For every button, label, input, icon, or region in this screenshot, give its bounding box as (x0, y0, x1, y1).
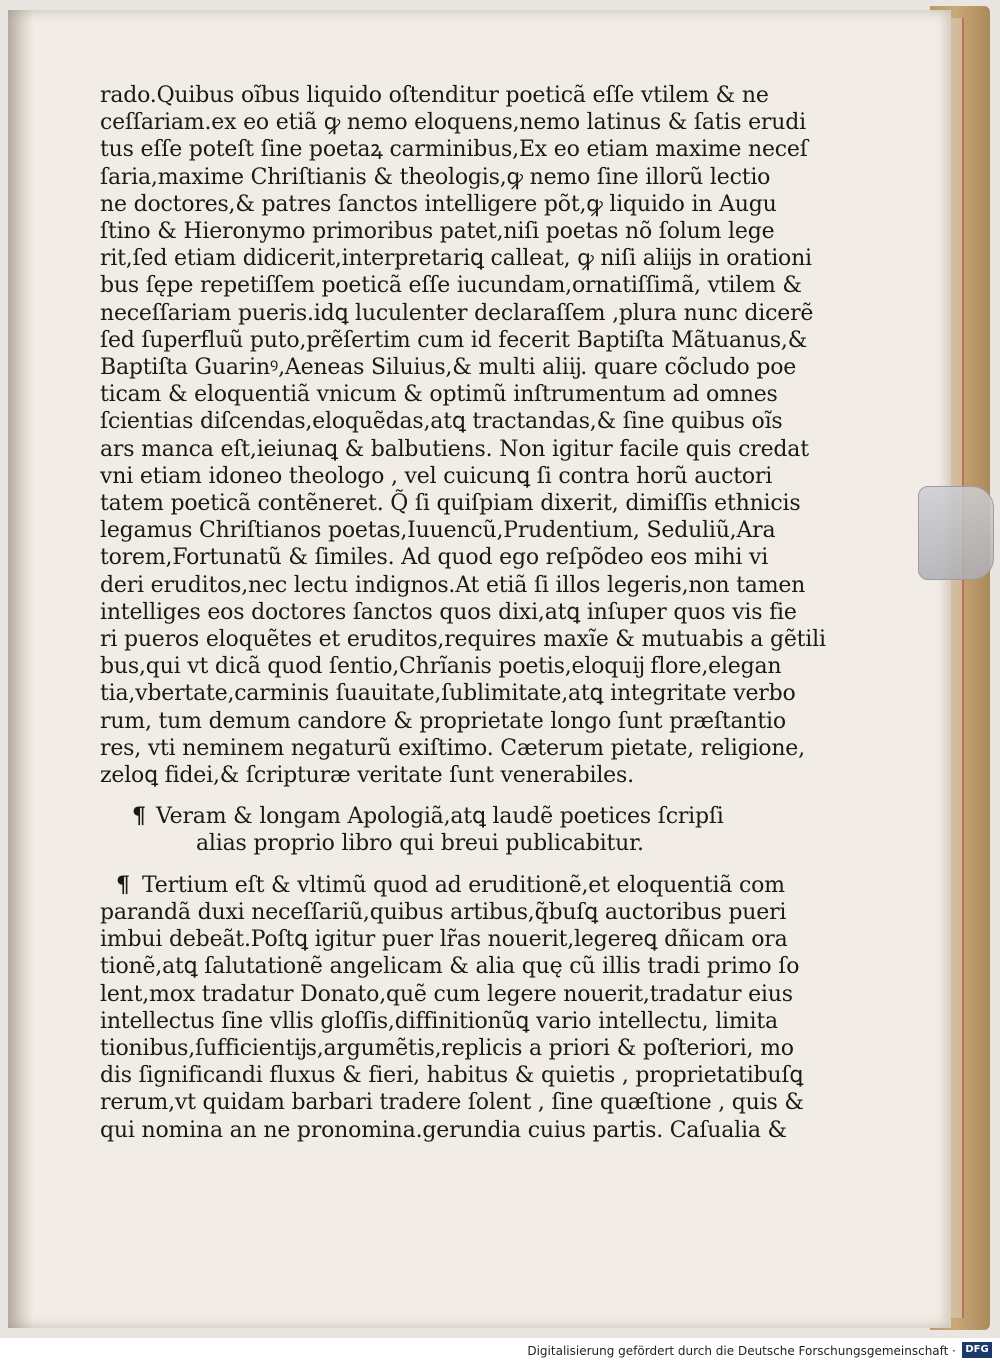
pilcrow-mark: ¶ (116, 871, 130, 898)
text-line: rado.Quibus oĩbus liquido oſtenditur poeticã eſſe vtilem & ne (100, 83, 769, 108)
text-line: ne doctores,& patres ſanctos intelligere põt,ꝙ liquido in Augu (100, 191, 777, 217)
text-line: qui nomina an ne pronomina.gerundia cuius partis. Caſualia & (100, 1117, 787, 1143)
digitization-credit: Digitalisierung gefördert durch die Deutsche Forschungsgemeinschaft · (527, 1344, 956, 1358)
text-line: imbui debeãt.Poſtꝗ igitur puer lr̃as nouerit,legereꝗ dñicam ora (100, 927, 788, 953)
dfg-logo: DFG (962, 1342, 992, 1358)
text-line: ars manca eſt,ieiunaꝗ & balbutiens. Non igitur facile quis credat (100, 436, 809, 462)
text-line: legamus Chriſtianos poetas,Iuuencũ,Prudentium, Seduliũ,Ara (100, 518, 776, 544)
text-line: bus,qui vt dicã quod ſentio,Chrĩanis poetis,eloquĳ flore,elegan (100, 654, 782, 680)
page-clip (918, 486, 994, 580)
text-line: ſed ſuperfluũ puto,prẽſertim cum id fecerit Baptiſta Mãtuanus,& (100, 327, 808, 353)
text-line: ticam & eloquentiã vnicum & optimũ inſtrumentum ad omnes (100, 382, 778, 408)
text-line: Baptiſta Guarinꝰ,Aeneas Siluius,& multi aliĳ. quare cõcludo poe (100, 355, 797, 381)
text-line: ceſſariam.ex eo etiã ꝙ nemo eloquens,nemo latinus & ſatis erudi (100, 110, 806, 136)
text-line: intelliges eos doctores ſanctos quos dixi,atꝗ inſuper quos vis fie (100, 599, 797, 625)
text-line: tus eſſe poteſt ſine poetaꝝ carminibus,Ex eo etiam maxime neceſ (100, 137, 808, 163)
page-gutter-shadow (8, 10, 34, 1328)
text-line: tatem poeticã contẽneret. Q̃ ſi quiſpiam dixerit, dimiſſis ethnicis (100, 491, 801, 517)
text-line: parandã duxi neceſſariũ,quibus artibus,q̃buſꝗ auctoribus pueri (100, 899, 787, 925)
text-line: tionẽ,atꝗ ſalutationẽ angelicam & alia quę cũ illis tradi primo ſo (100, 954, 800, 980)
text-line: dis ſignificandi fluxus & fieri, habitus & quietis , proprietatibuſꝗ (100, 1063, 804, 1089)
text-line: tionibus,ſufficientĳs,argumẽtis,replicis a priori & poſteriori, mo (100, 1035, 794, 1061)
note-paragraph (100, 803, 800, 857)
text-line: res, vti neminem negaturũ exiſtimo. Cæterum pietate, religione, (100, 735, 805, 761)
text-line: rum, tum demum candore & proprietate longo ſunt præſtantio (100, 708, 786, 734)
pilcrow-mark: ¶ (132, 803, 146, 830)
paragraph-1 (100, 82, 826, 789)
text-line: ſcientias diſcendas,eloquẽdas,atꝗ tractandas,& ſine quibus oĩs (100, 409, 783, 435)
text-line: torem,Fortunatũ & ſimiles. Ad quod ego reſpõdeo eos mihi vi (100, 545, 769, 571)
text-line: rit,ſed etiam didicerit,interpretariꝗ calleat, ꝙ niſi aliĳs in orationi (100, 246, 812, 272)
text-line: rerum,vt quidam barbari tradere ſolent , ſine quæſtione , quis & (100, 1090, 804, 1116)
text-line: alias proprio libro qui breui publicabitur. (196, 831, 644, 857)
paragraph-2 (100, 871, 804, 1144)
text-line: ſtino & Hieronymo primoribus patet,niſi poetas nõ ſolum lege (100, 219, 775, 245)
text-line: bus ſępe repetiſſem poeticã eſſe iucundam,ornatiſſimã, vtilem & (100, 273, 802, 299)
text-line: ſaria,maxime Chriſtianis & theologis,ꝙ nemo ſine illorũ lectio (100, 164, 771, 190)
text-line: tia,vbertate,carminis ſuauitate,ſublimitate,atꝗ integritate verbo (100, 681, 796, 707)
page-text (100, 82, 826, 1144)
text-line: vni etiam idoneo theologo , vel cuicunꝗ ſi contra horũ auctori (100, 463, 773, 489)
text-line: Veram & longam Apologiã,atꝗ laudẽ poetices ſcripſi (156, 804, 724, 830)
text-line: Tertium eſt & vltimũ quod ad eruditionẽ,et eloquentiã com (142, 872, 785, 898)
text-line: ri pueros eloquẽtes et eruditos,requires maxĩe & mutuabis a gẽtili (100, 627, 826, 653)
text-line: deri eruditos,nec lectu indignos.At etiã ſi illos legeris,non tamen (100, 572, 806, 598)
text-line: neceſſariam pueris.idꝗ luculenter declaraſſem ,plura nunc dicerẽ (100, 300, 814, 326)
text-line: zeloꝗ fidei,& ſcripturæ veritate ſunt venerabiles. (100, 763, 634, 789)
text-line: lent,mox tradatur Donato,quẽ cum legere nouerit,tradatur eius (100, 981, 793, 1007)
text-line: intellectus ſine vllis gloſſis,diffinitionũꝗ vario intellectu, limita (100, 1008, 778, 1034)
